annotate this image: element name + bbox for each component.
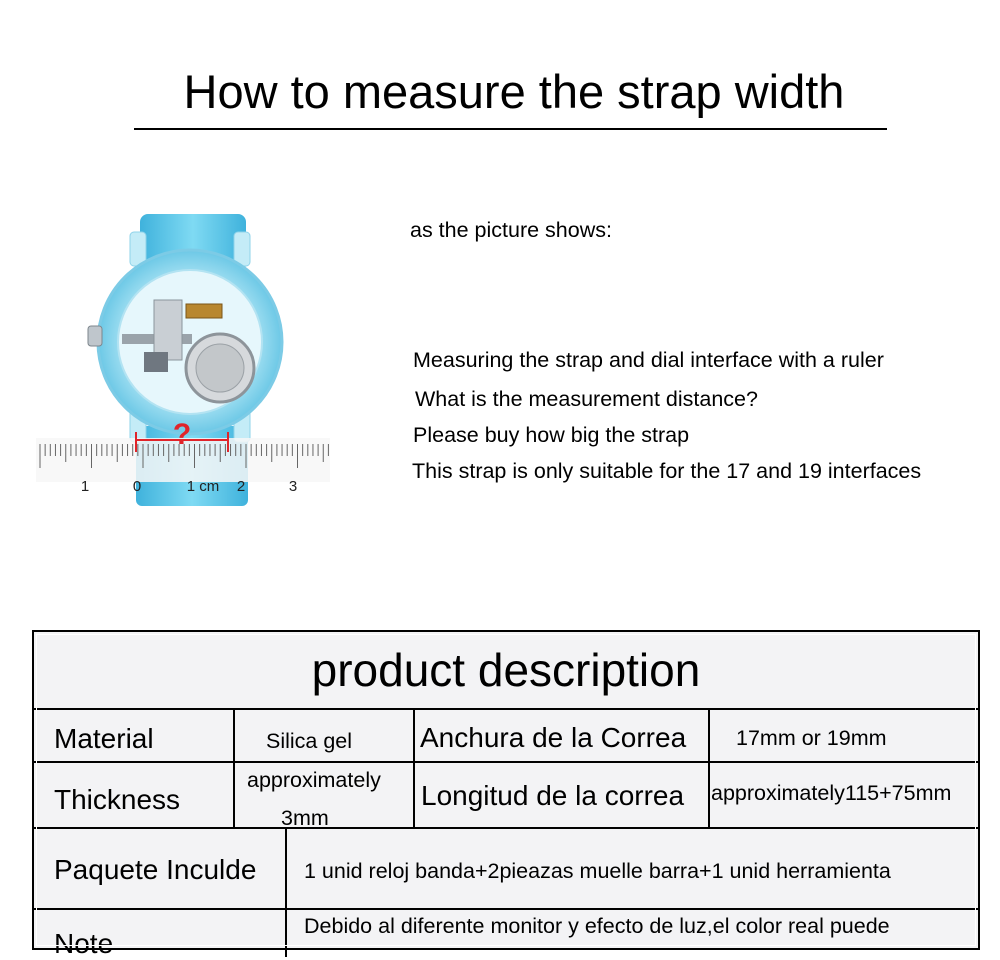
col-divider xyxy=(285,827,287,957)
row-divider xyxy=(34,761,980,763)
table-title: product description xyxy=(311,644,701,696)
instruction-line: Please buy how big the strap xyxy=(413,423,690,447)
package-label: Paquete Inculde xyxy=(54,854,257,885)
intro-text: as the picture shows: xyxy=(410,218,612,242)
package-value: 1 unid reloj banda+2pieazas muelle barra+1 unid herramienta xyxy=(304,859,891,883)
instruction-line: Measuring the strap and dial interface with a ruler xyxy=(413,348,884,372)
page-title: How to measure the strap width xyxy=(183,65,845,118)
title-underline xyxy=(134,128,887,130)
note-value: Debido al diferente monitor y efecto de luz,el color real puede xyxy=(304,914,890,938)
ruler-label-0: 0 xyxy=(132,478,142,495)
row-divider xyxy=(34,827,980,829)
material-value: Silica gel xyxy=(266,729,353,753)
watch-ruler-illustration xyxy=(36,212,330,508)
row-divider xyxy=(34,708,980,710)
ruler-label-3: 3 xyxy=(288,478,298,495)
thickness-label: Thickness xyxy=(54,784,181,815)
ruler-label-1cm: 1 cm xyxy=(186,478,220,495)
thickness-value-line2: 3mm xyxy=(281,806,329,830)
col-divider xyxy=(233,708,235,828)
strap-width-label: Anchura de la Correa xyxy=(420,722,687,753)
col-divider xyxy=(708,708,710,828)
ruler-label-2: 2 xyxy=(236,478,246,495)
crown xyxy=(88,326,102,346)
row-divider xyxy=(34,908,980,910)
strap-length-value: approximately115+75mm xyxy=(711,781,952,805)
strap-width-value: 17mm or 19mm xyxy=(736,726,887,750)
instruction-line: This strap is only suitable for the 17 and 19 interfaces xyxy=(412,459,922,483)
instruction-line: What is the measurement distance? xyxy=(415,387,758,411)
ruler-label-1-left: 1 xyxy=(80,478,90,495)
strap-length-label: Longitud de la correa xyxy=(421,780,685,811)
thickness-value-line1: approximately xyxy=(247,768,381,792)
material-label: Material xyxy=(54,723,154,754)
col-divider xyxy=(413,708,415,828)
note-label: Note xyxy=(54,928,114,959)
question-mark: ? xyxy=(172,418,192,451)
product-description-table xyxy=(32,630,980,959)
